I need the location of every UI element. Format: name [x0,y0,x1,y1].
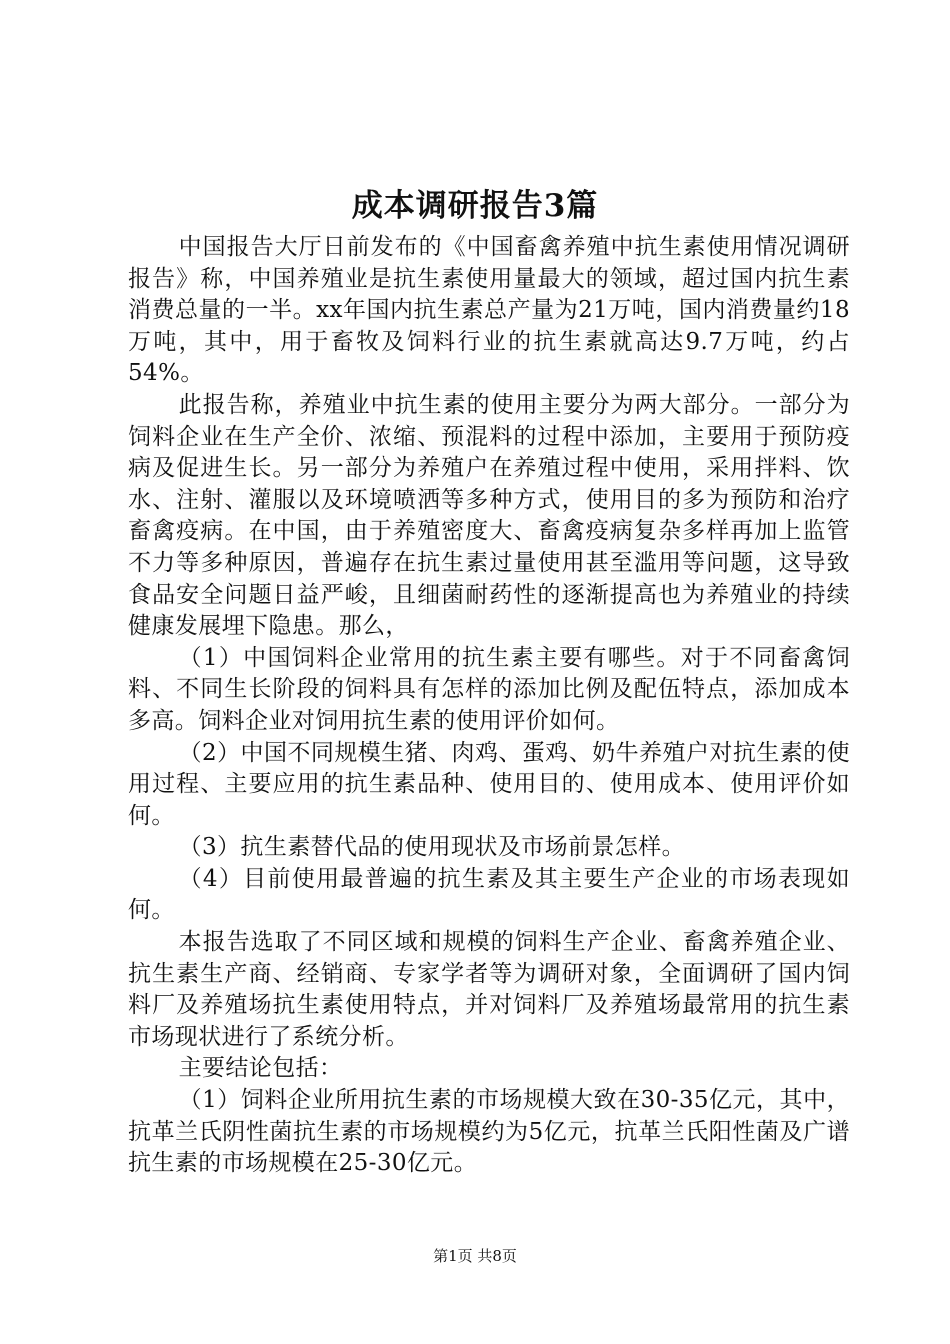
paragraph: （1）中国饲料企业常用的抗生素主要有哪些。对于不同畜禽饲料、不同生长阶段的饲料具有怎样的添加比例及配伍特点，添加成本多高。饲料企业对饲用抗生素的使用评价如何。 [128,644,850,734]
paragraph: 中国报告大厅日前发布的《中国畜禽养殖中抗生素使用情况调研报告》称，中国养殖业是抗生素使用量最大的领域，超过国内抗生素消费总量的一半。xx年国内抗生素总产量为21万吨，国内消费量约18万吨，其中，用于畜牧及饲料行业的抗生素就高达9.7万吨，约占54%。 [128,234,850,387]
paragraph: 此报告称，养殖业中抗生素的使用主要分为两大部分。一部分为饲料企业在生产全价、浓缩、预混料的过程中添加，主要用于预防疫病及促进生长。另一部分为养殖户在养殖过程中使用，采用拌料、饮水、注射、灌服以及环境喷洒等多种方式，使用目的多为预防和治疗畜禽疫病。在中国，由于养殖密度大、畜禽疫病复杂多样再加上监管不力等多种原因，普遍存在抗生素过量使用甚至滥用等问题，这导致食品安全问题日益严峻，且细菌耐药性的逐渐提高也为养殖业的持续健康发展埋下隐患。那么， [128,391,850,640]
paragraph: （3）抗生素替代品的使用现状及市场前景怎样。 [178,834,686,861]
document-title: 成本调研报告3篇 [351,188,599,224]
paragraph: （2）中国不同规模生猪、肉鸡、蛋鸡、奶牛养殖户对抗生素的使用过程、主要应用的抗生素品种、使用目的、使用成本、使用评价如何。 [128,739,850,829]
paragraph: （1）饲料企业所用抗生素的市场规模大致在30-35亿元，其中，抗革兰氏阴性菌抗生素的市场规模约为5亿元，抗革兰氏阳性菌及广谱抗生素的市场规模在25-30亿元。 [128,1087,850,1177]
paragraph: 本报告选取了不同区域和规模的饲料生产企业、畜禽养殖企业、抗生素生产商、经销商、专家学者等为调研对象，全面调研了国内饲料厂及养殖场抗生素使用特点，并对饲料厂及养殖场最常用的抗生素市场现状进行了系统分析。 [128,929,850,1050]
paragraph: （4）目前使用最普遍的抗生素及其主要生产企业的市场表现如何。 [128,865,850,924]
document-body [128,232,850,1180]
paragraph: 主要结论包括： [178,1055,343,1082]
page-footer: 第1页 共8页 [433,1247,517,1265]
